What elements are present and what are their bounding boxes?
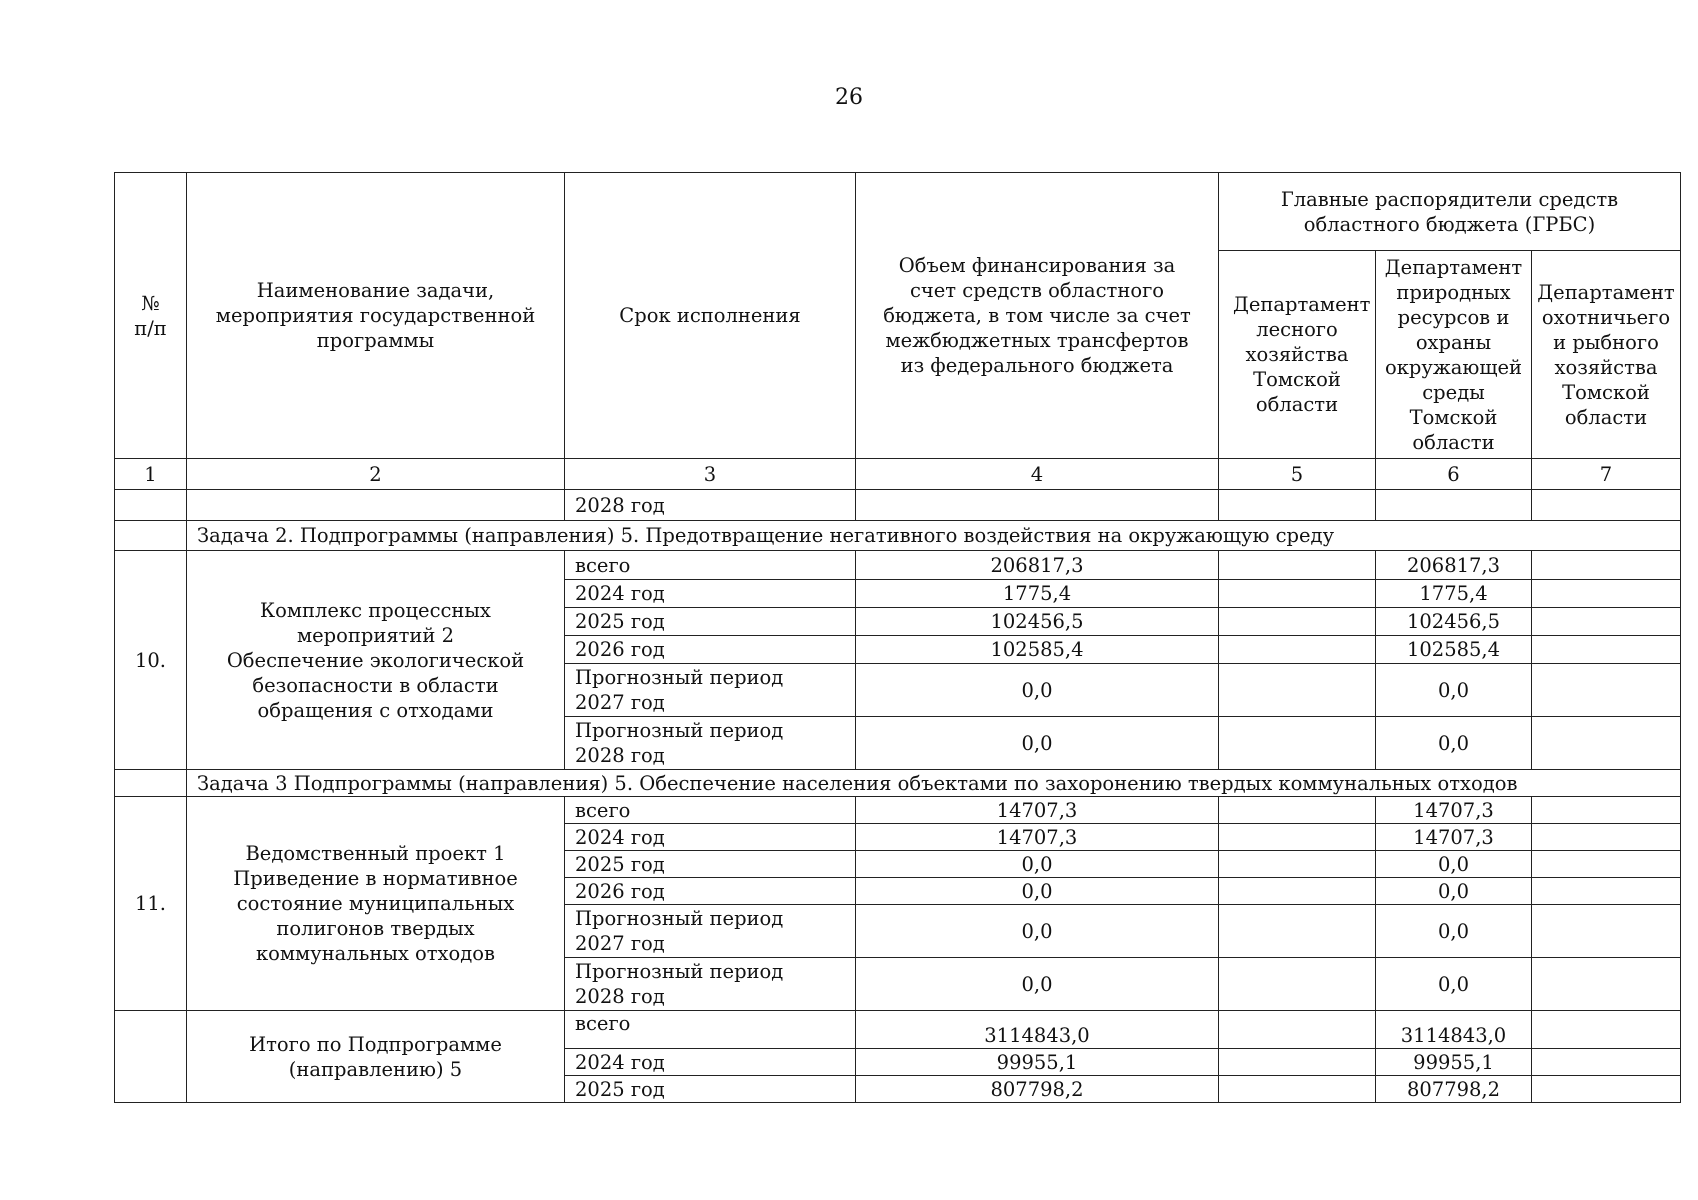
- dept7-cell: [1532, 1076, 1681, 1103]
- term-cell: 2028 год: [565, 490, 856, 521]
- dept6-cell: 0,0: [1376, 905, 1532, 958]
- volume-cell: 14707,3: [856, 824, 1219, 851]
- header-row: [115, 173, 1681, 251]
- dept5-cell: [1219, 636, 1376, 664]
- dept6-cell: 14707,3: [1376, 797, 1532, 824]
- dept7-cell: [1532, 851, 1681, 878]
- dept7-cell: [1532, 551, 1681, 580]
- dept5-cell: [1219, 580, 1376, 608]
- col-number: 4: [856, 459, 1219, 490]
- item-number: 10.: [115, 551, 187, 770]
- header-dept-hunting: Департамент охотничьего и рыбного хозяйства Томской области: [1532, 251, 1681, 459]
- volume-cell: 0,0: [856, 851, 1219, 878]
- dept6-cell: 99955,1: [1376, 1049, 1532, 1076]
- dept5-cell: [1219, 797, 1376, 824]
- col-number: 6: [1376, 459, 1532, 490]
- task-2-label: Задача 2. Подпрограммы (направления) 5. Предотвращение негативного воздействия на окружающую среду: [187, 521, 1681, 551]
- dept7-cell: [1532, 958, 1681, 1011]
- dept6-cell: 0,0: [1376, 717, 1532, 770]
- dept7-cell: [1532, 824, 1681, 851]
- dept7-cell: [1532, 1049, 1681, 1076]
- volume-cell: 206817,3: [856, 551, 1219, 580]
- item-name: Комплекс процессных мероприятий 2 Обеспечение экологической безопасности в области обращения с отходами: [187, 551, 565, 770]
- term-cell: 2026 год: [565, 636, 856, 664]
- financing-table: [114, 172, 1681, 1103]
- col-number: 5: [1219, 459, 1376, 490]
- dept5-cell: [1219, 664, 1376, 717]
- term-cell: 2025 год: [565, 851, 856, 878]
- dept6-cell: 102585,4: [1376, 636, 1532, 664]
- header-dept-forestry: Департамент лесного хозяйства Томской области: [1219, 251, 1376, 459]
- dept5-cell: [1219, 717, 1376, 770]
- dept6-cell: 0,0: [1376, 851, 1532, 878]
- dept5-cell: [1219, 958, 1376, 1011]
- volume-cell: 102456,5: [856, 608, 1219, 636]
- task-3-label: Задача 3 Подпрограммы (направления) 5. Обеспечение населения объектами по захоронению твердых коммунальных отходов: [187, 770, 1681, 797]
- term-cell: всего: [565, 1011, 856, 1049]
- dept5-cell: [1219, 1076, 1376, 1103]
- dept7-cell: [1532, 664, 1681, 717]
- dept6-cell: 1775,4: [1376, 580, 1532, 608]
- table-row: [115, 490, 1681, 521]
- dept5-cell: [1219, 878, 1376, 905]
- dept7-cell: [1532, 608, 1681, 636]
- term-cell: всего: [565, 551, 856, 580]
- table-row: [115, 551, 1681, 580]
- term-cell: Прогнозный период 2028 год: [565, 717, 856, 770]
- total-name: Итого по Подпрограмме (направлению) 5: [187, 1011, 565, 1103]
- dept5-cell: [1219, 905, 1376, 958]
- term-cell: всего: [565, 797, 856, 824]
- dept7-cell: [1532, 717, 1681, 770]
- col-number: 2: [187, 459, 565, 490]
- term-cell: 2025 год: [565, 608, 856, 636]
- table-row: [115, 797, 1681, 824]
- term-cell: 2026 год: [565, 878, 856, 905]
- volume-cell: 3114843,0: [856, 1011, 1219, 1049]
- volume-cell: 0,0: [856, 905, 1219, 958]
- dept6-cell: 0,0: [1376, 878, 1532, 905]
- dept6-cell: 0,0: [1376, 958, 1532, 1011]
- task-row: [115, 521, 1681, 551]
- header-number: № п/п: [115, 173, 187, 459]
- task-row: [115, 770, 1681, 797]
- dept7-cell: [1532, 905, 1681, 958]
- column-number-row: [115, 459, 1681, 490]
- volume-cell: 0,0: [856, 664, 1219, 717]
- dept5-cell: [1219, 1011, 1376, 1049]
- dept6-cell: 206817,3: [1376, 551, 1532, 580]
- item-number: 11.: [115, 797, 187, 1011]
- term-cell: 2025 год: [565, 1076, 856, 1103]
- dept7-cell: [1532, 797, 1681, 824]
- table-row: [115, 1011, 1681, 1049]
- term-cell: 2024 год: [565, 580, 856, 608]
- volume-cell: 99955,1: [856, 1049, 1219, 1076]
- header-dept-nature: Департамент природных ресурсов и охраны окружающей среды Томской области: [1376, 251, 1532, 459]
- dept7-cell: [1532, 636, 1681, 664]
- dept6-cell: 102456,5: [1376, 608, 1532, 636]
- dept5-cell: [1219, 851, 1376, 878]
- col-number: 3: [565, 459, 856, 490]
- dept7-cell: [1532, 1011, 1681, 1049]
- dept5-cell: [1219, 824, 1376, 851]
- volume-cell: 1775,4: [856, 580, 1219, 608]
- volume-cell: 0,0: [856, 958, 1219, 1011]
- volume-cell: 102585,4: [856, 636, 1219, 664]
- term-cell: Прогнозный период 2027 год: [565, 664, 856, 717]
- header-grbs: Главные распорядители средств областного бюджета (ГРБС): [1219, 173, 1681, 251]
- dept6-cell: 3114843,0: [1376, 1011, 1532, 1049]
- volume-cell: 807798,2: [856, 1076, 1219, 1103]
- col-number: 1: [115, 459, 187, 490]
- dept5-cell: [1219, 551, 1376, 580]
- dept6-cell: 14707,3: [1376, 824, 1532, 851]
- header-name: Наименование задачи, мероприятия государственной программы: [187, 173, 565, 459]
- dept5-cell: [1219, 608, 1376, 636]
- term-cell: 2024 год: [565, 824, 856, 851]
- dept6-cell: 0,0: [1376, 664, 1532, 717]
- header-term: Срок исполнения: [565, 173, 856, 459]
- dept7-cell: [1532, 878, 1681, 905]
- dept6-cell: 807798,2: [1376, 1076, 1532, 1103]
- dept5-cell: [1219, 1049, 1376, 1076]
- volume-cell: 0,0: [856, 878, 1219, 905]
- term-cell: Прогнозный период 2027 год: [565, 905, 856, 958]
- term-cell: Прогнозный период 2028 год: [565, 958, 856, 1011]
- term-cell: 2024 год: [565, 1049, 856, 1076]
- header-volume: Объем финансирования за счет средств областного бюджета, в том числе за счет межбюджетных трансфертов из федерального бюджета: [856, 173, 1219, 459]
- item-name: Ведомственный проект 1 Приведение в нормативное состояние муниципальных полигонов твердых коммунальных отходов: [187, 797, 565, 1011]
- col-number: 7: [1532, 459, 1681, 490]
- dept7-cell: [1532, 580, 1681, 608]
- volume-cell: 0,0: [856, 717, 1219, 770]
- volume-cell: 14707,3: [856, 797, 1219, 824]
- page-number: 26: [835, 85, 863, 110]
